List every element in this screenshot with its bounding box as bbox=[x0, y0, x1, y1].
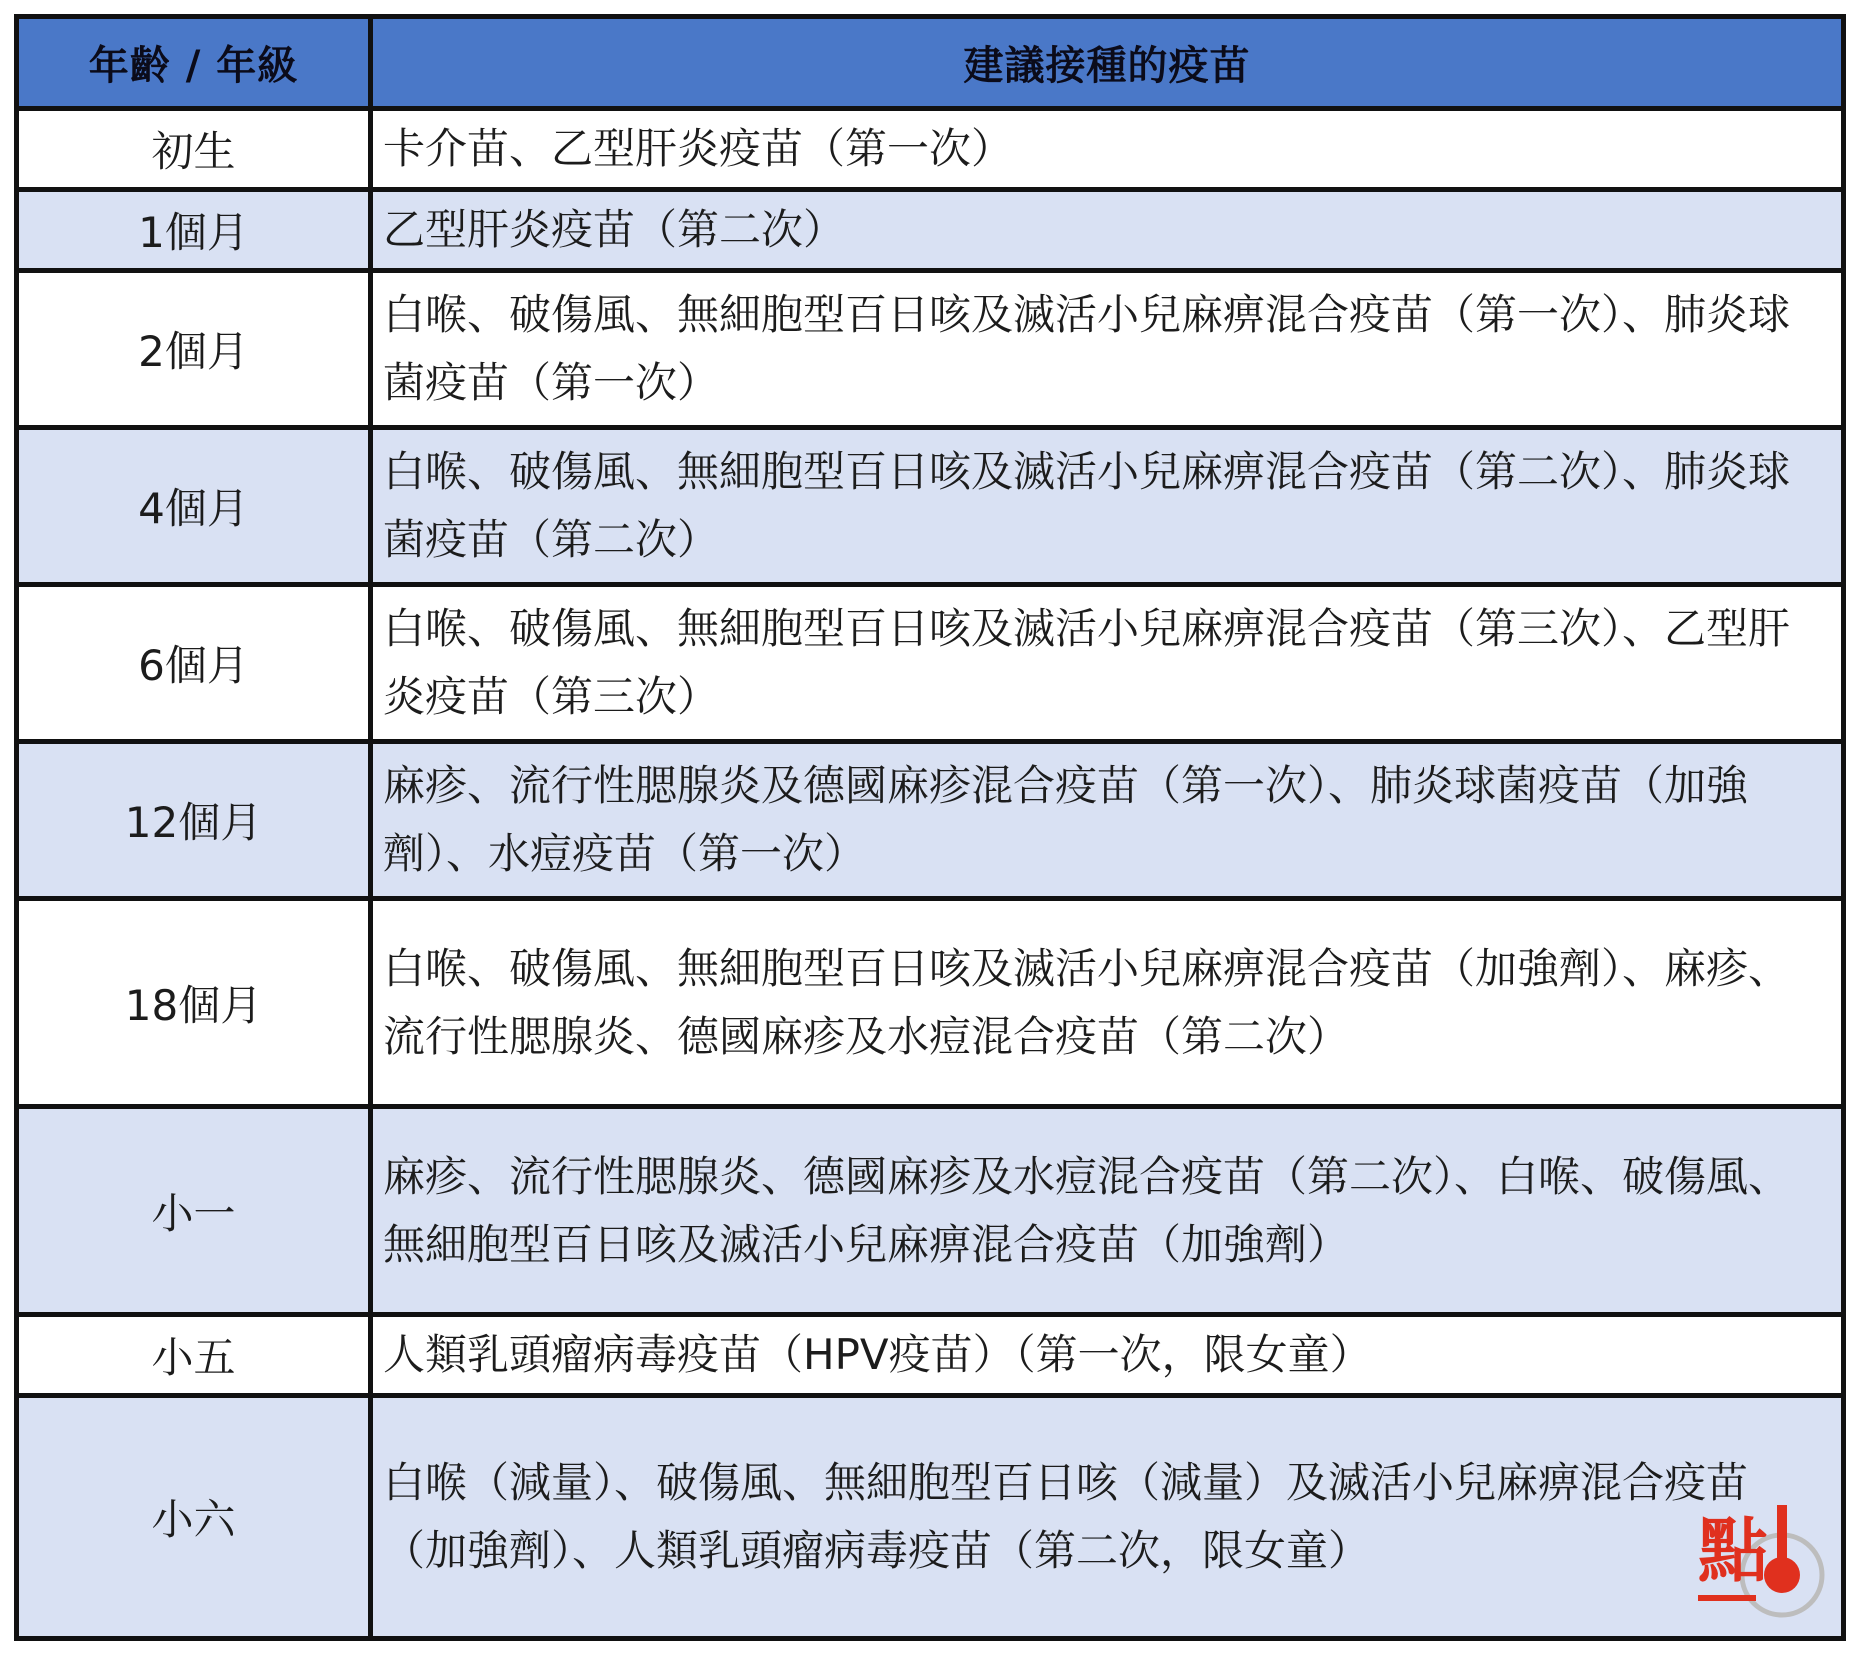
age-cell: 18個月 bbox=[17, 899, 371, 1107]
vaccine-cell: 白喉、破傷風、無細胞型百日咳及滅活小兒麻痹混合疫苗（第一次）、肺炎球菌疫苗（第一次） bbox=[371, 271, 1844, 428]
logo-text: 點 bbox=[1698, 1510, 1768, 1592]
age-cell: 2個月 bbox=[17, 271, 371, 428]
age-cell: 6個月 bbox=[17, 585, 371, 742]
vaccine-cell: 麻疹、流行性腮腺炎及德國麻疹混合疫苗（第一次）、肺炎球菌疫苗（加強劑）、水痘疫苗（第一次） bbox=[371, 742, 1844, 899]
table-row bbox=[17, 585, 1844, 742]
vaccination-schedule bbox=[14, 14, 1841, 1641]
table-row bbox=[17, 1396, 1844, 1639]
vaccine-cell: 白喉、破傷風、無細胞型百日咳及滅活小兒麻痹混合疫苗（第二次）、肺炎球菌疫苗（第二次） bbox=[371, 428, 1844, 585]
header-vaccine: 建議接種的疫苗 bbox=[371, 17, 1844, 109]
table-row bbox=[17, 428, 1844, 585]
age-cell: 小六 bbox=[17, 1396, 371, 1639]
vaccine-cell: 麻疹、流行性腮腺炎、德國麻疹及水痘混合疫苗（第二次）、白喉、破傷風、無細胞型百日咳及滅活小兒麻痹混合疫苗（加強劑） bbox=[371, 1107, 1844, 1315]
table-row bbox=[17, 1107, 1844, 1315]
vaccine-cell: 白喉、破傷風、無細胞型百日咳及滅活小兒麻痹混合疫苗（加強劑）、麻疹、流行性腮腺炎、德國麻疹及水痘混合疫苗（第二次） bbox=[371, 899, 1844, 1107]
age-cell: 4個月 bbox=[17, 428, 371, 585]
table-row bbox=[17, 271, 1844, 428]
vaccine-cell: 乙型肝炎疫苗（第二次） bbox=[371, 190, 1844, 271]
vaccine-cell: 人類乳頭瘤病毒疫苗（HPV疫苗）（第一次，限女童） bbox=[371, 1315, 1844, 1396]
vaccine-cell: 卡介苗、乙型肝炎疫苗（第一次） bbox=[371, 109, 1844, 190]
table-row bbox=[17, 742, 1844, 899]
table-header-row bbox=[17, 17, 1844, 109]
vaccine-cell: 白喉（減量）、破傷風、無細胞型百日咳（減量）及滅活小兒麻痹混合疫苗（加強劑）、人類乳頭瘤病毒疫苗（第二次，限女童） bbox=[371, 1396, 1844, 1639]
table-row bbox=[17, 899, 1844, 1107]
age-cell: 初生 bbox=[17, 109, 371, 190]
age-cell: 1個月 bbox=[17, 190, 371, 271]
table-row bbox=[17, 1315, 1844, 1396]
header-age: 年齡 / 年級 bbox=[17, 17, 371, 109]
vaccination-table bbox=[14, 14, 1846, 1641]
table-row bbox=[17, 109, 1844, 190]
age-cell: 小一 bbox=[17, 1107, 371, 1315]
vaccine-cell: 白喉、破傷風、無細胞型百日咳及滅活小兒麻痹混合疫苗（第三次）、乙型肝炎疫苗（第三次） bbox=[371, 585, 1844, 742]
age-cell: 小五 bbox=[17, 1315, 371, 1396]
dot-logo-icon bbox=[1690, 1495, 1840, 1630]
table-row bbox=[17, 190, 1844, 271]
age-cell: 12個月 bbox=[17, 742, 371, 899]
